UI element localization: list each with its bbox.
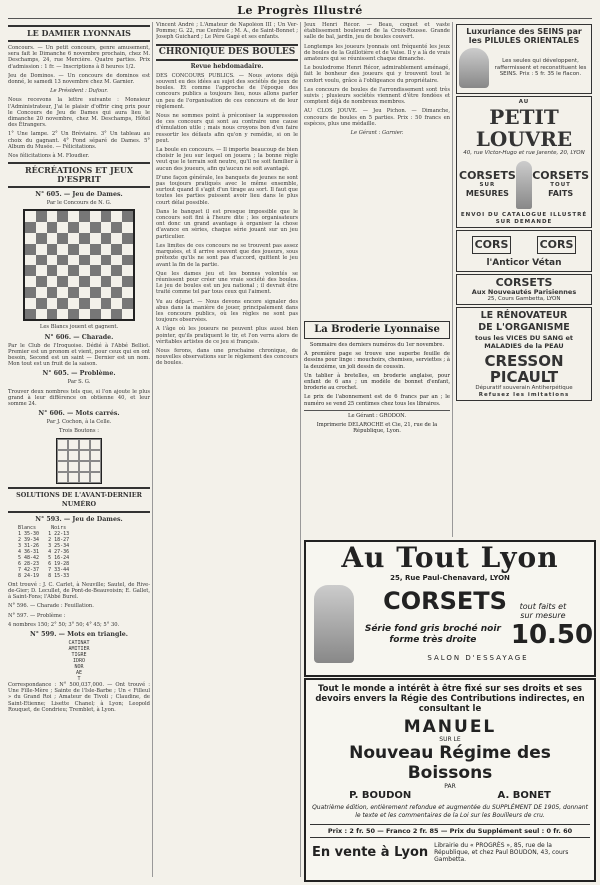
manuel-author-2: A. BONET	[497, 790, 551, 801]
board-square	[101, 255, 112, 266]
board-square	[101, 211, 112, 222]
ad-picault: PICAULT	[489, 368, 559, 386]
broderie-paragraph: A première page se trouve une superbe feuille de dessins pour linge : mouchoirs, chemises, serviettes ; à la deuxième, un joli dessin de coussin.	[304, 351, 450, 370]
board-square	[122, 265, 133, 276]
damier-thanks: Nos félicitations à M. Floudier.	[8, 153, 90, 160]
triangle-word: NOR	[74, 663, 84, 670]
triangle-word: AE	[75, 669, 83, 676]
board-square	[25, 265, 36, 276]
board-square	[36, 309, 47, 320]
board-square	[57, 276, 68, 287]
solution-numbers: 4 nombres 150; 2° 50; 3° 50; 4° 45; 5° 30.	[8, 621, 120, 628]
board-square	[36, 265, 47, 276]
board-square	[25, 211, 36, 222]
board-square	[57, 211, 68, 222]
broderie-gerant: Le Gérant : GRODON.	[304, 410, 450, 419]
board-square	[90, 233, 101, 244]
ad-au-tout-lyon	[304, 540, 596, 677]
damier-notes: Nous recevons la lettre suivante : Monsieur l'Administrateur, J'ai le plaisir d'offrir cinq prix pour le Concours de Jeu de Dames qui aura lieu le dimanche 20 novembre, chez M. Deschamps, Hôtel des Étrangers.	[8, 97, 150, 129]
board-square	[68, 244, 79, 255]
chronique-paragraph: A l'âge où les joueurs ne peuvent plus aussi bien pointer, qu'ils pratiquent le tir, et l'on verra alors de véritables artistes de ce jeu si français.	[156, 326, 298, 345]
board-square	[57, 287, 68, 298]
board-square	[111, 211, 122, 222]
probleme-heading: N° 605. — Problème.	[42, 370, 116, 378]
board-square	[36, 287, 47, 298]
board-square	[57, 298, 68, 309]
chronique-subtitle: Revue hebdomadaire.	[190, 62, 264, 70]
ad-renov-text: tous les VICES DU SANG et MALADIES de la PEAU	[475, 334, 573, 350]
carres-heading: N° 606. — Mots carrés.	[38, 410, 120, 418]
checkers-board	[23, 209, 135, 321]
manuel-vente: En vente à Lyon	[312, 845, 429, 860]
board-square	[68, 233, 79, 244]
word-triangle	[8, 640, 150, 682]
tout-faits: tout faits et sur mesure	[519, 601, 567, 620]
board-square	[111, 233, 122, 244]
ad-catalogue: ENVOI DU CATALOGUE ILLUSTRÉ SUR DEMANDE	[460, 212, 588, 225]
board-square	[111, 309, 122, 320]
news-signature: Le Gérant : Garnier.	[350, 130, 404, 137]
probleme-text: Trouver deux nombres tels que, si l'on ajoute le plus grand à leur différence on obtienne 40, et leur somme 24.	[8, 388, 150, 408]
board-square	[25, 222, 36, 233]
woman-portrait-illustration	[459, 48, 489, 88]
board-square	[47, 265, 58, 276]
board-square	[79, 298, 90, 309]
board-square	[122, 309, 133, 320]
triangle-word: TIGRE	[71, 651, 87, 658]
masthead: Le Progrès Illustré	[237, 4, 363, 17]
chronique-paragraph: Nous ferons, dans une prochaine chronique, de nouvelles observations sur le règlement des concours de boules.	[156, 347, 298, 367]
column-divider	[152, 22, 153, 877]
news-paragraph: Les concours de boules de l'arrondissement sont très suivis ; plusieurs sociétés viennent d'être fondées et comptent déjà de nombreux membres.	[304, 86, 450, 106]
manuel-par: PAR	[444, 783, 456, 790]
ad-nouv-sub: Aux Nouveautés Parisiennes	[471, 288, 577, 296]
board-square	[36, 298, 47, 309]
ad-manuel-boissons	[304, 678, 596, 882]
ad-sur: SUR	[479, 181, 496, 188]
tout-title: Au Tout Lyon	[341, 541, 559, 574]
board-square	[57, 244, 68, 255]
board-square	[90, 244, 101, 255]
board-square	[68, 211, 79, 222]
ad-faits: FAITS	[548, 189, 574, 199]
jeu-dames-heading: N° 605. — Jeu de Dames.	[35, 191, 123, 199]
ad-petit-louvre	[456, 96, 592, 228]
board-square	[122, 287, 133, 298]
board-square	[101, 287, 112, 298]
ad-cors	[456, 230, 592, 272]
board-square	[36, 276, 47, 287]
recreations-title: RÉCRÉATIONS ET JEUX D'ESPRIT	[8, 162, 150, 188]
ad-cresson-text: Dépuratif souverain Antiherpétique	[475, 385, 573, 391]
board-square	[90, 309, 101, 320]
ad-renov-title2: DE L'ORGANISME	[478, 322, 570, 333]
column-divider	[300, 22, 301, 877]
board-square	[79, 233, 90, 244]
board-square	[122, 244, 133, 255]
board-square	[122, 276, 133, 287]
board-square	[90, 276, 101, 287]
solution-probleme: N° 597. — Problème :	[8, 612, 66, 619]
tout-corsets: CORSETS	[383, 586, 507, 615]
board-square	[111, 255, 122, 266]
board-square	[47, 276, 58, 287]
ad-seins-text: Les seules qui développent, raffermissent et reconstituent les SEINS. Prix : 5 fr. 35 le flacon.	[494, 58, 587, 78]
board-square	[68, 309, 79, 320]
jeu-dames-author: Par le Concours de N. G.	[46, 200, 112, 207]
board-square	[68, 255, 79, 266]
ad-cors-left: CORS	[472, 236, 512, 254]
board-square	[101, 298, 112, 309]
chronique-paragraph: Dans le banquet il est presque impossible que le concours soit fini à l'heure dite ; les organisateurs ont donc un grand avantage à organiser la chose d'avance en séries, chaque série jouant sur un jeu particulier.	[156, 208, 298, 240]
chronique-title: CHRONIQUE DES BOULES	[156, 44, 298, 61]
tout-salon: SALON D'ESSAYAGE	[427, 653, 529, 662]
manuel-librairie: Librairie du « PROGRÈS », 85, rue de la République, et chez Paul BOUDON, 43, cours Gambetta.	[434, 842, 569, 863]
board-square	[101, 265, 112, 276]
board-square	[90, 211, 101, 222]
board-square	[57, 309, 68, 320]
manuel-text: Quatrième édition, entièrement refondue et augmentée du SUPPLÉMENT DE 1905, donnant le texte et les commentaires de la Loi sur les Bouilleurs de cru.	[312, 804, 588, 819]
board-caption: Les Blancs jouent et gagnent.	[39, 324, 119, 331]
board-square	[25, 298, 36, 309]
ad-corsets-right: CORSETS	[532, 168, 589, 182]
ad-seins	[456, 24, 592, 94]
corset-figure-illustration	[314, 585, 354, 663]
solution-charade: N° 596. — Charade : Feuillation.	[8, 603, 94, 610]
board-square	[57, 233, 68, 244]
board-square	[79, 276, 90, 287]
broderie-subtitle: Sommaire des derniers numéros du 1er novembre.	[309, 342, 445, 348]
board-square	[79, 287, 90, 298]
board-square	[68, 298, 79, 309]
board-square	[47, 255, 58, 266]
ad-louvre-address: 40, rue Victor-Hugo et rue Jarente, 20, LYON	[463, 149, 585, 156]
charade-text: Par le Club de l'Iroquoise. Dédié à l'Abbé Belliot. Premier est un pronom et vient, pour ceux qui en ont besoin, Second est un saint — Dernier est un nom. Mon tout est un fruit de la saison.	[8, 342, 150, 368]
board-square	[79, 244, 90, 255]
ad-louvre-au: AU	[518, 99, 530, 105]
ad-nouv-title: CORSETS	[495, 276, 553, 289]
correspondence: Correspondance : N° 500,037,000. — Ont trouvé : Une Fille-Mère ; Sainte de l'Isle-Barbe ; Un « Filleul » du Grand Roi ; Amateur de Tivoli ; Claudine, de Saint-Etienne; Lisette Chanel; à Lyon; Leopold Rouquet, de Condrieu; Tremblet, à Lyon.	[8, 681, 150, 713]
board-square	[111, 265, 122, 276]
ad-cors-right: CORS	[537, 236, 577, 254]
solution-finders: Ont trouvé : J. C. Carlet, à Neuville; Sautel, de Rive-de-Gier; D. Lecullet, de Pont-de-Beauvoisin; E. Gallet, à Saint-Fons; l'Abbé Burel.	[8, 581, 150, 601]
board-square	[79, 309, 90, 320]
chronique-paragraph: Nous ne sommes point à préconiser la suppression de ces concours qui sont au contraire une cause d'émulation utile ; mais nous croyons bon d'en faire ressortir les défauts afin qu'on y remédie, si on le peut.	[156, 113, 298, 144]
triangle-heading: N° 599. — Mots en triangle.	[30, 630, 128, 638]
board-square	[47, 244, 58, 255]
board-square	[47, 233, 58, 244]
chronique-lead: Vincent André ; L'Amateur de Napoléon III ; Un Ver-Pomme; G. 22, rue Centrale ; M. A., de Saint-Bonnet ; Joseph Guichard ; Le Père Gagé et ses enfants.	[156, 22, 298, 41]
chronique-paragraph: D'une façon générale, les banquets de jeunes ne sont pas toujours pratiqués avec le même ensemble, surtout quand il s'agit d'un tirage au sort. Il faut que toutes les parties puissent avoir lieu dans le plus court délai possible.	[156, 174, 298, 206]
chronique-paragraph: Vu au départ. — Nous devons encore signaler des abus dans la manière de jouer, principalement dans les concours publics, où les règles ne sont pas toujours observées.	[156, 298, 298, 324]
board-square	[111, 276, 122, 287]
news-paragraph: Le boulodrome Henri Récor, admirablement aménagé, fait le bonheur des joueurs qui y trouvent tout le confort voulu, grâce à l'obligeance du propriétaire.	[304, 65, 450, 84]
ad-corsets-left: CORSETS	[459, 168, 516, 182]
board-square	[47, 287, 58, 298]
board-square	[122, 222, 133, 233]
manuel-prices: Prix : 2 fr. 50 — Franco 2 fr. 85 — Prix du Supplément seul : 0 fr. 60	[310, 824, 590, 838]
board-square	[47, 222, 58, 233]
ads-column	[456, 22, 592, 562]
damier-line: Jeu de Dominos. — Un concours de dominos est donné, le samedi 13 novembre chez M. Garnier.	[8, 72, 150, 86]
board-square	[79, 211, 90, 222]
chronique-paragraph: Que les dames jeu et les bonnes volontés se réunissent pour créer une vraie société des boules. Le jeu de boules est un jeu national ; il devrait être traité comme tel par tous ceux qui l'aiment.	[156, 270, 298, 296]
ad-nouv-address: 25, Cours Gambetta, LYON	[487, 295, 561, 302]
ad-mesures: MESURES	[465, 189, 509, 199]
board-square	[36, 211, 47, 222]
board-square	[68, 265, 79, 276]
board-square	[101, 309, 112, 320]
board-square	[25, 233, 36, 244]
board-square	[25, 287, 36, 298]
tout-serie: Série fond gris broché noir forme très droite	[364, 623, 501, 645]
board-square	[111, 244, 122, 255]
carres-author: Par J. Cochon, à la Celle.	[46, 419, 112, 426]
carres-caption: Trois Boutons :	[59, 428, 99, 435]
board-square	[47, 211, 58, 222]
board-square	[111, 287, 122, 298]
ad-vetan: l'Anticor Vétan	[486, 258, 562, 268]
board-square	[90, 265, 101, 276]
board-square	[25, 255, 36, 266]
ad-cresson: CRESSON	[484, 352, 564, 370]
board-square	[122, 298, 133, 309]
board-square	[90, 255, 101, 266]
ad-renovateur	[456, 307, 592, 401]
manuel-sur: SUR LE	[439, 736, 461, 743]
ad-nouveautes	[456, 274, 592, 305]
corset-illustration	[516, 161, 532, 209]
manuel-big-title: Nouveau Régime des Boissons	[349, 743, 551, 783]
broderie-section	[304, 318, 450, 536]
board-square	[68, 276, 79, 287]
damier-president: Le Président : Dufour.	[50, 88, 108, 95]
damier-list: 1° Une lampe. 2° Un Bréviaire. 3° Un tableau au choix du gagnant. 4° Fond séparé de Dames. 5° Album du Musée. — Félicitations.	[8, 131, 150, 150]
damier-title: LE DAMIER LYONNAIS	[8, 25, 150, 42]
ad-seins-title: Luxuriance des SEINS par les PILULES ORIENTALES	[466, 27, 582, 45]
board-square	[36, 233, 47, 244]
board-square	[68, 222, 79, 233]
word-square-grid	[56, 438, 102, 484]
triangle-word: AMITIER	[68, 645, 90, 652]
board-square	[122, 211, 133, 222]
tout-address: 25, Rue Paul-Chenavard, LYON	[390, 574, 510, 582]
board-square	[36, 255, 47, 266]
triangle-word: CATINAT	[68, 639, 90, 646]
board-square	[36, 222, 47, 233]
board-square	[68, 287, 79, 298]
board-square	[101, 244, 112, 255]
board-square	[90, 298, 101, 309]
board-square	[101, 222, 112, 233]
board-square	[57, 265, 68, 276]
manuel-title: MANUEL	[403, 717, 497, 737]
board-square	[122, 233, 133, 244]
charade-heading: N° 606. — Charade.	[44, 333, 114, 341]
solution-moves-table: Blancs Noirs 1 35-30 1 22-13 2 39-34 2 18-27 3 31-26 3 25-34 4 36-31 4 27-36 5 48-42 5 16-24 6 28-23 6 19-28 7 42-37 7 33-44 8 24-19 8 15-33	[18, 524, 70, 579]
board-square	[57, 222, 68, 233]
solution-dames-heading: N° 593. — Jeu de Dames.	[35, 515, 123, 523]
news-announcement: AU CLOS JOUVE. — Jeu Pichon. — Dimanche, concours de boules en 5 parties. Prix : 50 francs en espèces, plus une médaille.	[304, 108, 450, 127]
board-square	[90, 287, 101, 298]
board-square	[101, 233, 112, 244]
solutions-title: SOLUTIONS DE L'AVANT-DERNIER NUMÉRO	[8, 487, 150, 513]
board-square	[36, 244, 47, 255]
broderie-paragraph: Un tablier à bretelles, en broderie anglaise, pour enfant de 6 ans ; un modèle de bonnet d'enfant, broderie au crochet.	[304, 372, 450, 392]
broderie-imprint: Imprimerie DELAROCHE et Cie, 21, rue de la République, Lyon.	[316, 422, 438, 435]
manuel-intro: Tout le monde a intérêt à être fixé sur ses droits et ses devoirs envers la Régie des Contributions indirectes, en consultant le	[315, 684, 585, 714]
ad-tout: TOUT	[550, 181, 571, 188]
board-square	[47, 298, 58, 309]
board-square	[79, 265, 90, 276]
chronique-paragraph: DES CONCOURS PUBLICS. — Nous avions déjà souvent eu des idées au sujet des sociétés de jeux de boules. Et comme l'approche de l'époque des concours publics a toujours lieu, nous allons parler un peu de l'organisation de ces concours et de leur règlement.	[156, 72, 298, 110]
broderie-paragraph: Le prix de l'abonnement est de 6 francs par an ; le numéro se vend 25 centimes chez tous les libraires.	[304, 394, 450, 407]
board-square	[79, 222, 90, 233]
column-divider	[452, 22, 453, 537]
board-square	[25, 244, 36, 255]
ad-renov-title: LE RÉNOVATEUR	[480, 310, 568, 321]
damier-intro: Concours. — Un petit concours, genre amusement, sera fait le Dimanche 6 novembre prochain, chez M. Deschamps, 24, rue Mercière. Quatre parties. Prix d'admission : 1 fr. — Inscriptions à 8 heures 1/2.	[8, 45, 150, 70]
board-square	[47, 309, 58, 320]
board-square	[111, 222, 122, 233]
column-damier	[8, 22, 150, 880]
broderie-title: La Broderie Lyonnaise	[304, 321, 450, 339]
board-square	[122, 255, 133, 266]
news-lead: Jeux Henri Récor. — Beau, coquet et vaste établissement boulevard de la Croix-Rousse. Grande salle de bal, jardin, jeu de boules couvert.	[304, 22, 450, 41]
column-news	[304, 22, 450, 322]
board-square	[25, 309, 36, 320]
news-paragraph: Longtemps les joueurs lyonnais ont fréquenté les jeux de boules de la Guillotière et de Vaise. Il y a là de vrais amateurs qui se réunissent chaque dimanche.	[304, 43, 450, 63]
header-rule	[8, 18, 592, 19]
board-square	[57, 255, 68, 266]
tout-price: 10.50	[510, 619, 594, 650]
chronique-paragraph: La boule en concours. — Il importe beaucoup de bien choisir le jeu sur lequel on jouera ; la bonne règle veut que le terrain soit neutre, qu'il ne soit familier à aucun des joueurs, afin qu'aucun ne soit avantagé.	[156, 147, 298, 172]
triangle-word: T	[77, 675, 81, 682]
board-square	[101, 276, 112, 287]
manuel-author-1: P. BOUDON	[349, 790, 412, 801]
column-chronique	[156, 22, 298, 880]
board-square	[79, 255, 90, 266]
board-square	[90, 222, 101, 233]
board-square	[111, 298, 122, 309]
ad-cresson-warning: Refusez les imitations	[478, 391, 570, 398]
probleme-author: Par S. G.	[67, 379, 91, 386]
board-square	[25, 276, 36, 287]
triangle-word: IDRO	[72, 657, 86, 664]
chronique-paragraph: Les limites de ces concours ne se trouvent pas assez marquées, et il arrive souvent que des joueurs, sous prétexte qu'ils ne sont pas d'accord, quittent le jeu avant la fin de la partie.	[156, 242, 298, 268]
ad-louvre-title: PETIT LOUVRE	[475, 104, 573, 151]
